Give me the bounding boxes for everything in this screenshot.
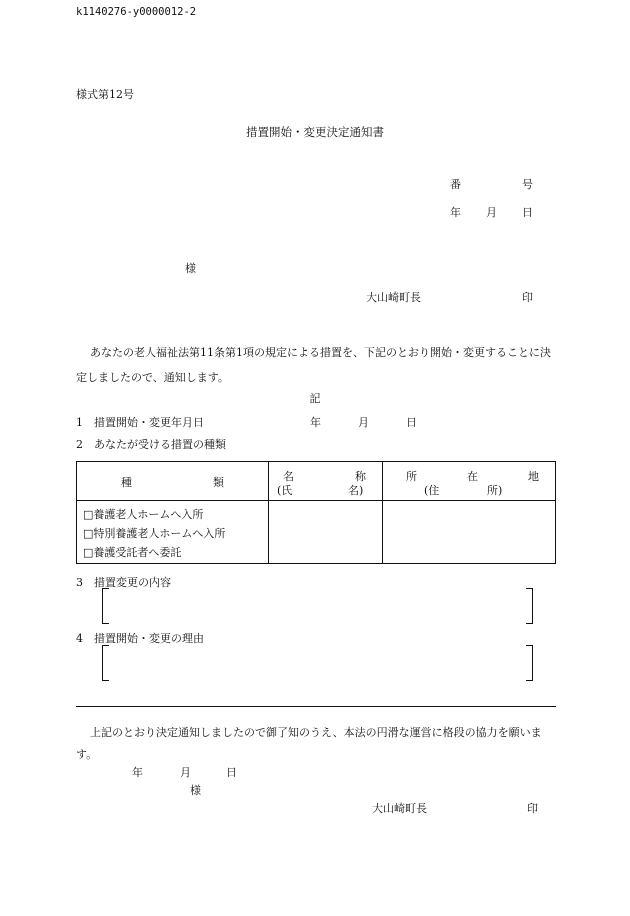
closing-text: 上記のとおり決定通知しましたので御了知のうえ、本法の円滑な運営に格段の協力を願います。 [76, 726, 542, 761]
item3-bracket-left [102, 588, 109, 624]
closing-day: 日 [226, 766, 237, 779]
option-yougo-home: □養護老人ホームへ入所 [83, 508, 204, 521]
table-divider [382, 462, 383, 563]
item1-month: 月 [358, 416, 369, 429]
date-day-label: 日 [522, 206, 533, 219]
measure-type-table [76, 461, 556, 564]
document-id: k1140276-y0000012-2 [76, 6, 197, 18]
closing-seal-mark: 印 [527, 802, 538, 815]
header-name-a: 名 [283, 470, 294, 483]
date-month-label: 月 [486, 206, 497, 219]
item1-day: 日 [406, 416, 417, 429]
item4-bracket-left [102, 645, 109, 681]
seal-mark: 印 [522, 291, 533, 304]
item1-label: 1 措置開始・変更年月日 [76, 416, 204, 429]
item4-bracket-right [526, 645, 533, 681]
number-label: 番 [450, 178, 461, 191]
header-type-a: 種 [121, 476, 132, 489]
document-title: 措置開始・変更決定通知書 [246, 125, 384, 139]
closing-month: 月 [180, 766, 191, 779]
header-address-c: 地 [528, 470, 539, 483]
header-type-b: 類 [213, 476, 224, 489]
item3-bracket-right [526, 588, 533, 624]
header-name-b: 称 [355, 470, 366, 483]
number-suffix: 号 [522, 178, 533, 191]
header-name-d: 名) [348, 484, 364, 497]
header-address-b: 在 [467, 470, 478, 483]
table-divider [268, 462, 269, 563]
date-year-label: 年 [450, 206, 461, 219]
form-number: 様式第12号 [76, 88, 134, 101]
header-address-e: 所) [487, 484, 503, 497]
item3-label: 3 措置変更の内容 [76, 576, 171, 589]
closing-addressee-honorific: 様 [190, 784, 201, 797]
header-address-a: 所 [406, 470, 417, 483]
item2-label: 2 あなたが受ける措置の種類 [76, 438, 226, 451]
ki-heading: 記 [309, 392, 321, 405]
header-name-c: (氏 [277, 484, 293, 497]
notification-body: あなたの老人福祉法第11条第1項の規定による措置を、下記のとおり開始・変更することに決定しましたので、通知します。 [76, 346, 551, 384]
issuer-title: 大山崎町長 [366, 291, 421, 304]
closing-year: 年 [132, 766, 143, 779]
closing-issuer-title: 大山崎町長 [372, 802, 427, 815]
section-divider [76, 706, 556, 707]
header-address-d: (住 [424, 484, 440, 497]
option-tokubetsu-yougo-home: □特別養護老人ホームへ入所 [83, 527, 226, 540]
table-header-divider [77, 500, 555, 501]
addressee-honorific: 様 [185, 262, 196, 275]
item1-year: 年 [310, 416, 321, 429]
option-yougo-jutakusha: □養護受託者へ委託 [83, 546, 182, 559]
item4-label: 4 措置開始・変更の理由 [76, 632, 204, 645]
